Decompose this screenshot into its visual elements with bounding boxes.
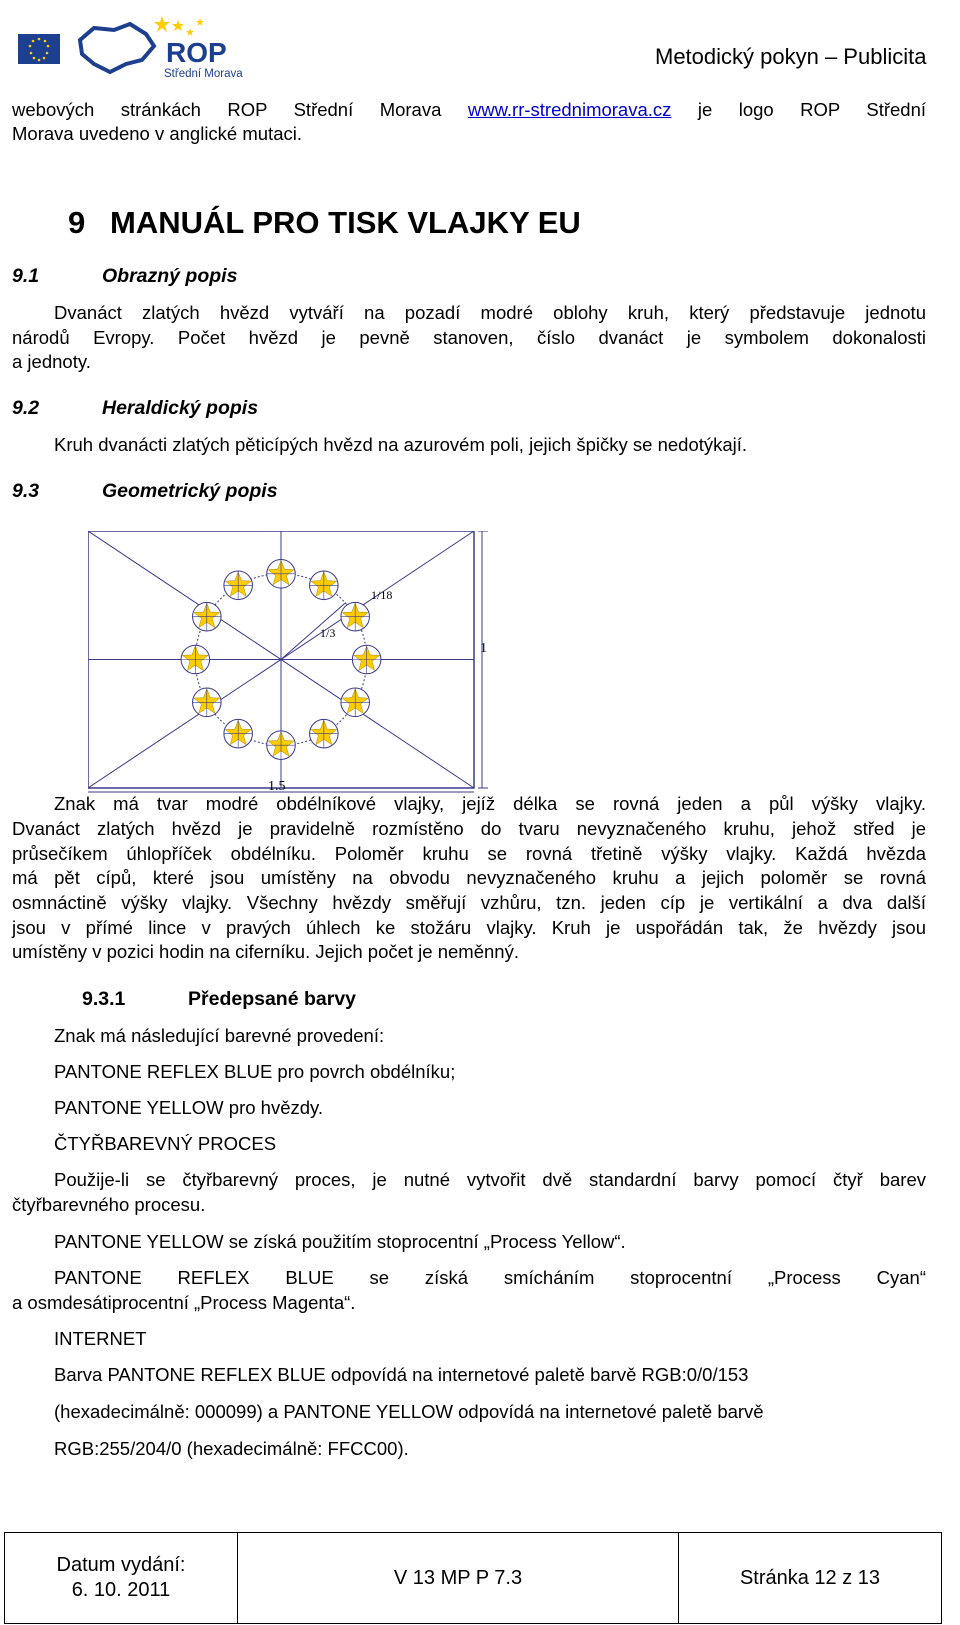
paragraph-line: osmnáctině výšky vlajky. Všechny hvězdy směřují vzhůru, tzn. jeden cíp je vertikální a dva další — [12, 892, 926, 913]
star-icon — [193, 602, 222, 631]
footer-table — [4, 1532, 942, 1624]
star-icon — [267, 731, 296, 760]
paragraph-line: Dvanáct zlatých hvězd je pravidelně rozmístěno do tvaru nevyznačeného kruhu, jehož střed je — [12, 818, 926, 839]
logo-stars-icon — [154, 16, 204, 36]
paragraph-line: Znak má následující barevné provedení: — [54, 1025, 385, 1046]
paragraph-line: INTERNET — [54, 1328, 147, 1349]
height-label: 1 — [480, 641, 487, 656]
section-title: MANUÁL PRO TISK VLAJKY EU — [110, 205, 581, 240]
flag-geometry-svg — [88, 531, 508, 821]
paragraph-line: Barva PANTONE REFLEX BLUE odpovídá na internetové paletě barvě RGB:0/0/153 — [54, 1364, 749, 1385]
subsubsection-title: Předepsané barvy — [188, 988, 357, 1010]
document-title: Metodický pokyn – Publicita — [655, 44, 927, 69]
paragraph-line: a jednoty. — [12, 351, 91, 372]
footer-date-label: Datum vydání: — [56, 1554, 186, 1576]
star-icon — [352, 645, 381, 674]
intro-line-1: webových stránkách ROP Střední Morava www.rr-strednimorava.cz je logo ROP Střední — [12, 99, 927, 120]
footer-page: Stránka 12 z 13 — [739, 1566, 881, 1589]
subsection-title: Geometrický popis — [102, 480, 278, 502]
paragraph-line: (hexadecimálně: 000099) a PANTONE YELLOW odpovídá na internetové paletě barvě — [54, 1401, 764, 1422]
subsection-number: 9.3 — [12, 480, 40, 502]
czech-map-icon — [80, 24, 154, 72]
paragraph-line: a osmdesátiprocentní „Process Magenta“. — [12, 1292, 356, 1313]
logo-text: ROP — [166, 37, 227, 68]
paragraph-line: má pět cípů, které jsou umístěny na obvodu nevyznačeného kruhu a jejich poloměr se rovná — [12, 867, 926, 888]
flag-geometry-diagram — [88, 531, 508, 821]
paragraph-line: PANTONE YELLOW se získá použitím stoprocentní „Process Yellow“. — [54, 1231, 626, 1252]
star-icon — [267, 560, 296, 589]
star-size-label: 1/18 — [371, 588, 393, 602]
rop-logo — [14, 10, 254, 80]
subsection-title: Obrazný popis — [102, 265, 238, 287]
paragraph-line: ČTYŘBAREVNÝ PROCES — [54, 1133, 277, 1154]
section-number: 9 — [68, 205, 86, 240]
paragraph-line: Kruh dvanácti zlatých pěticípých hvězd na azurovém poli, jejich špičky se nedotýkají. — [54, 434, 748, 455]
paragraph-line: RGB:255/204/0 (hexadecimálně: FFCC00). — [54, 1438, 409, 1459]
website-link[interactable]: www.rr-strednimorava.cz — [467, 99, 672, 120]
paragraph-line: Znak má tvar modré obdélníkové vlajky, jejíž délka se rovná jeden a půl výšky vlajky. — [54, 793, 926, 814]
paragraph-line: PANTONE YELLOW pro hvězdy. — [54, 1097, 324, 1118]
radius-line — [281, 603, 345, 660]
star-icon — [310, 719, 339, 748]
star-icon — [224, 571, 253, 600]
star-icon — [341, 688, 370, 717]
subsection-number: 9.2 — [12, 397, 40, 419]
paragraph-line: umístěny v pozici hodin na ciferníku. Jejich počet je neměnný. — [12, 941, 519, 962]
paragraph-line: PANTONE REFLEX BLUE se získá smícháním stoprocentní „Process Cyan“ — [54, 1267, 926, 1288]
paragraph-line: PANTONE REFLEX BLUE pro povrch obdélníku; — [54, 1061, 456, 1082]
paragraph-line: jsou v přímé lince v pravých úhlech ke stožáru vlajky. Kruh je uspořádán tak, že hvězdy jsou — [12, 917, 926, 938]
subsubsection-number: 9.3.1 — [82, 988, 126, 1010]
radius-label: 1/3 — [320, 626, 336, 640]
footer-version: V 13 MP P 7.3 — [238, 1533, 679, 1623]
footer-date: 6. 10. 2011 — [71, 1579, 171, 1601]
footer-date-cell — [5, 1533, 238, 1623]
star-icon — [193, 688, 222, 717]
paragraph-line: národů Evropy. Počet hvězd je pevně stanoven, číslo dvanáct je symbolem dokonalosti — [12, 327, 926, 348]
star-icon — [310, 571, 339, 600]
subsection-number: 9.1 — [12, 265, 40, 287]
paragraph-line: Použije-li se čtyřbarevný proces, je nutné vytvořit dvě standardní barvy pomocí čtyř barev — [54, 1169, 926, 1190]
paragraph-line: čtyřbarevného procesu. — [12, 1194, 206, 1215]
star-icon — [181, 645, 210, 674]
paragraph-line: průsečíkem úhlopříček obdélníku. Poloměr kruhu se rovná třetině výšky vlajky. Každá hvězda — [12, 843, 926, 864]
star-icon — [224, 719, 253, 748]
paragraph-line: Dvanáct zlatých hvězd vytváří na pozadí modré oblohy kruh, který představuje jednotu — [54, 302, 926, 323]
subsection-title: Heraldický popis — [102, 397, 259, 419]
star-icon — [341, 602, 370, 631]
width-label: 1.5 — [268, 779, 286, 794]
intro-line-2: Morava uvedeno v anglické mutaci. — [12, 123, 302, 144]
logo-subtext: Střední Morava — [164, 68, 243, 80]
